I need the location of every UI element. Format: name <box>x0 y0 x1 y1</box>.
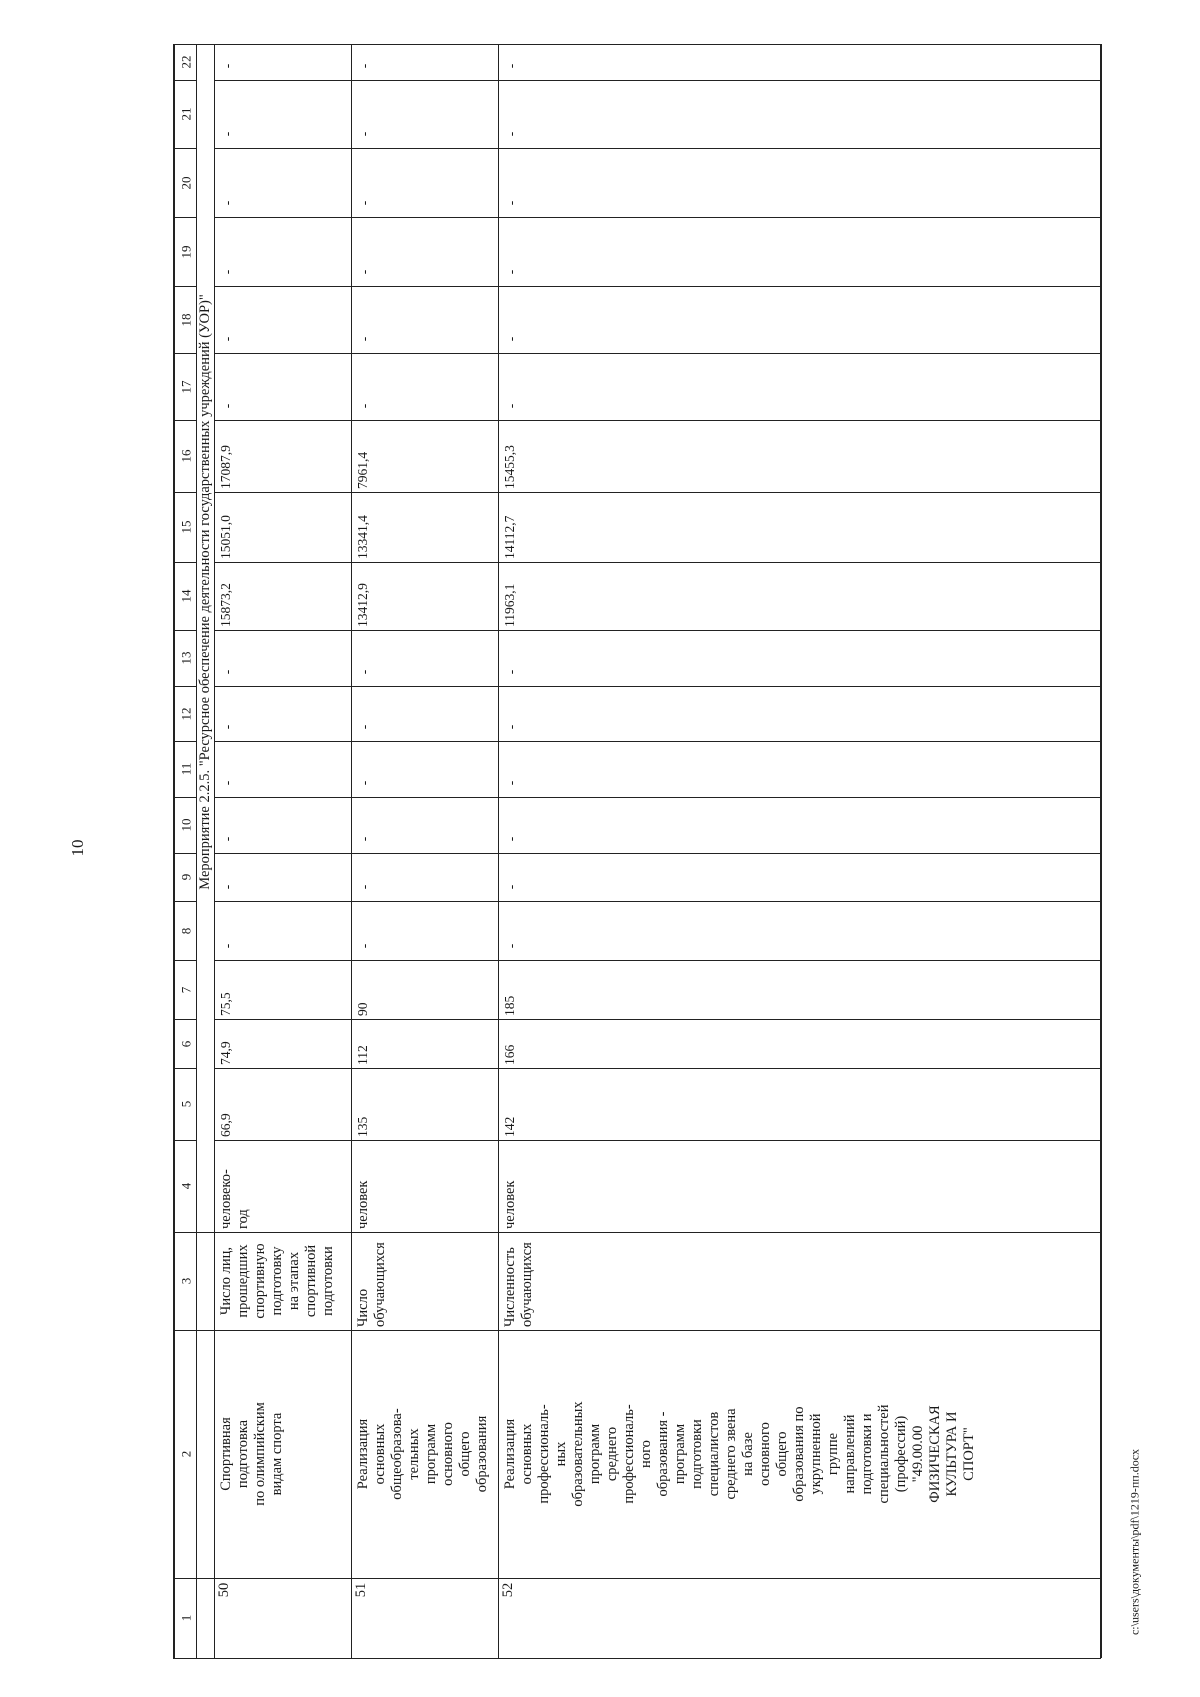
value-cell-row51-col8: - <box>356 943 372 949</box>
row-unit-line: человеко- <box>218 1169 234 1229</box>
row-number-51: 51 <box>352 1582 369 1598</box>
row-name-line: основного <box>440 1422 456 1486</box>
row-name-line: ных <box>553 1441 569 1467</box>
row-name-line: подготовка <box>235 1419 251 1489</box>
column-separator-body <box>214 797 1101 798</box>
row-name-line: среднего звена <box>723 1408 739 1500</box>
row-name-line: специальностей <box>876 1404 892 1504</box>
row-separator-51 <box>498 44 499 1658</box>
value-cell-row50-col13: - <box>219 669 235 675</box>
column-separator-header <box>173 80 196 81</box>
column-separator-header <box>173 286 196 287</box>
value-cell-row51-col20: - <box>356 200 372 206</box>
value-cell-row50-col16: 17087,9 <box>218 445 233 489</box>
row-indicator <box>355 1235 389 1327</box>
value-cell-row52-col16: 15455,3 <box>502 445 517 489</box>
value-cell-row50-col6: 74,9 <box>218 1041 233 1065</box>
column-number-5: 5 <box>178 1100 194 1108</box>
value-cell-row52-col19: - <box>503 269 519 275</box>
row-indicator <box>502 1235 536 1327</box>
column-separator-header <box>173 686 196 687</box>
row-name-line: направлений <box>842 1414 858 1494</box>
column-separator-body <box>214 960 1101 961</box>
row-name-line: образовательных <box>570 1401 586 1507</box>
column-separator-header <box>173 420 196 421</box>
column-number-3: 3 <box>178 1277 194 1285</box>
value-cell-row52-col17: - <box>503 403 519 409</box>
column-separator-body <box>214 80 1101 81</box>
value-cell-row52-col7: 185 <box>502 995 517 1016</box>
value-cell-row50-col22: - <box>219 63 235 69</box>
row-name-line: подготовки и <box>859 1413 875 1495</box>
column-number-1: 1 <box>178 1614 194 1622</box>
row-indicator-line: спортивной <box>303 1244 319 1318</box>
column-number-8: 8 <box>178 927 194 934</box>
column-number-9: 9 <box>178 873 194 881</box>
column-separator-header <box>173 797 196 798</box>
value-cell-row52-col6: 166 <box>502 1044 517 1065</box>
row-name-line: видам спорта <box>269 1412 285 1496</box>
row-name-line: на базе <box>740 1432 756 1476</box>
row-name-line: ного <box>638 1440 654 1468</box>
column-number-22: 22 <box>178 55 194 69</box>
value-cell-row52-col22: - <box>503 63 519 69</box>
column-separator <box>173 1578 1101 1579</box>
row-indicator-line: Число лиц, <box>218 1246 234 1316</box>
column-separator-body <box>214 630 1101 631</box>
value-cell-row51-col14: 13412,9 <box>355 583 370 627</box>
row-name-line: образования - <box>655 1411 671 1497</box>
value-cell-row51-col6: 112 <box>355 1045 370 1065</box>
column-separator-body <box>214 353 1101 354</box>
data-table <box>173 44 1101 1658</box>
column-separator-body <box>214 217 1101 218</box>
row-name-line: специалистов <box>706 1411 722 1497</box>
value-cell-row50-col11: - <box>219 780 235 786</box>
value-cell-row52-col14: 11963,1 <box>502 583 517 627</box>
column-separator-header <box>173 1140 196 1141</box>
column-number-20: 20 <box>178 176 194 189</box>
row-name-line: "49.00.00 <box>910 1425 926 1483</box>
row-name-line: СПОРТ" <box>961 1427 977 1481</box>
column-number-16: 16 <box>178 449 194 463</box>
value-cell-row50-col7: 75,5 <box>218 992 233 1016</box>
value-cell-row51-col22: - <box>356 63 372 69</box>
row-unit <box>218 1143 252 1229</box>
value-cell-row51-col11: - <box>356 780 372 786</box>
value-cell-row51-col13: - <box>356 669 372 675</box>
section-strip-separator <box>214 44 215 1658</box>
row-indicator-line: прошедших <box>235 1244 251 1318</box>
row-name-line: укрупненной <box>808 1413 824 1495</box>
column-separator-header <box>173 853 196 854</box>
row-unit <box>355 1143 372 1229</box>
column-separator <box>173 1330 1101 1331</box>
value-cell-row52-col8: - <box>503 943 519 949</box>
column-separator-body <box>214 686 1101 687</box>
row-number-52: 52 <box>499 1582 516 1598</box>
value-cell-row52-col11: - <box>503 780 519 786</box>
row-name-line: общего <box>457 1431 473 1477</box>
row-name <box>355 1333 491 1575</box>
column-number-4: 4 <box>178 1182 194 1190</box>
column-number-7: 7 <box>178 986 194 993</box>
column-number-18: 18 <box>178 313 194 326</box>
row-name-line: по олимпийским <box>252 1402 268 1506</box>
row-name-line: основного <box>757 1422 773 1486</box>
row-separator-50 <box>351 44 352 1658</box>
table-border-edge <box>173 1658 1101 1659</box>
row-unit-line: человек <box>355 1180 371 1229</box>
column-number-21: 21 <box>178 107 194 121</box>
value-cell-row51-col7: 90 <box>355 1002 370 1016</box>
row-indicator-line: обучающихся <box>372 1242 388 1327</box>
row-unit <box>502 1143 519 1229</box>
value-cell-row51-col5: 135 <box>355 1116 370 1137</box>
row-name-line: профессиональ- <box>621 1404 637 1504</box>
value-cell-row51-col17: - <box>356 403 372 409</box>
column-number-13: 13 <box>178 651 194 665</box>
row-name-line: образования по <box>791 1406 807 1502</box>
value-cell-row50-col10: - <box>219 836 235 842</box>
column-number-11: 11 <box>178 762 194 776</box>
value-cell-row50-col8: - <box>219 943 235 949</box>
value-cell-row51-col16: 7961,4 <box>355 451 370 489</box>
column-number-2: 2 <box>178 1450 194 1458</box>
row-name-line: группе <box>825 1432 841 1476</box>
column-separator-body <box>214 492 1101 493</box>
column-separator-header <box>173 960 196 961</box>
row-indicator-line: обучающихся <box>519 1242 535 1327</box>
value-cell-row52-col10: - <box>503 836 519 842</box>
row-name-line: (профессий) <box>893 1415 909 1493</box>
row-indicator-line: подготовку <box>269 1246 285 1316</box>
column-separator-body <box>214 901 1101 902</box>
row-number-50: 50 <box>215 1582 232 1598</box>
row-name-line: КУЛЬТУРА И <box>944 1411 960 1497</box>
row-name-line: основных <box>519 1423 535 1485</box>
value-cell-row50-col15: 15051,0 <box>218 515 233 559</box>
column-separator-body <box>214 853 1101 854</box>
column-number-15: 15 <box>178 520 194 534</box>
value-cell-row50-col17: - <box>219 403 235 409</box>
value-cell-row52-col12: - <box>503 724 519 730</box>
row-name-line: подготовки <box>689 1419 705 1489</box>
row-name-line: ФИЗИЧЕСКАЯ <box>927 1405 943 1503</box>
column-separator-header <box>173 353 196 354</box>
value-cell-row50-col12: - <box>219 724 235 730</box>
row-name-line: среднего <box>604 1426 620 1482</box>
row-name-line: образования <box>474 1415 490 1493</box>
row-indicator-line: подготовки <box>320 1246 336 1316</box>
row-name-line: Реализация <box>502 1418 518 1490</box>
column-separator-body <box>214 741 1101 742</box>
table-border-edge <box>173 44 1101 45</box>
row-name-line: программ <box>587 1423 603 1485</box>
column-separator <box>173 1232 1101 1233</box>
value-cell-row50-col18: - <box>219 336 235 342</box>
value-cell-row51-col21: - <box>356 131 372 137</box>
column-separator-header <box>173 217 196 218</box>
column-separator-header <box>173 1068 196 1069</box>
row-name-line: Реализация <box>355 1418 371 1490</box>
value-cell-row52-col13: - <box>503 669 519 675</box>
row-name-line: общеобразова- <box>389 1408 405 1500</box>
column-separator-header <box>173 741 196 742</box>
row-indicator-line: Численность <box>502 1247 518 1327</box>
column-number-14: 14 <box>178 589 194 603</box>
value-cell-row51-col15: 13341,4 <box>355 515 370 559</box>
column-separator-body <box>214 1019 1101 1020</box>
column-number-6: 6 <box>178 1040 194 1047</box>
value-cell-row52-col18: - <box>503 336 519 342</box>
column-separator-header <box>173 901 196 902</box>
column-number-12: 12 <box>178 707 194 720</box>
footer-file-path: c:\users\документы\pdf\1219-пп.docx <box>1127 1448 1142 1636</box>
row-name-line: программ <box>672 1423 688 1485</box>
row-name-line: программ <box>423 1423 439 1485</box>
column-separator-body <box>214 286 1101 287</box>
row-indicator <box>218 1235 337 1327</box>
column-separator-header <box>173 562 196 563</box>
column-separator-header <box>173 630 196 631</box>
value-cell-row52-col5: 142 <box>502 1116 517 1137</box>
column-number-19: 19 <box>178 245 194 258</box>
page-number: 10 <box>68 839 87 857</box>
value-cell-row50-col14: 15873,2 <box>218 583 233 627</box>
value-cell-row52-col15: 14112,7 <box>502 515 517 559</box>
column-separator-body <box>214 1068 1101 1069</box>
column-separator-body <box>214 1140 1101 1141</box>
section-title: Мероприятие 2.2.5. "Ресурсное обеспечение деятельности государственных учреждений (УОР)" <box>196 294 213 890</box>
column-separator-header <box>173 492 196 493</box>
value-cell-row52-col21: - <box>503 131 519 137</box>
row-unit-line: человек <box>502 1180 518 1229</box>
column-separator-header <box>173 148 196 149</box>
value-cell-row52-col9: - <box>503 884 519 890</box>
column-separator-body <box>214 148 1101 149</box>
column-number-17: 17 <box>178 380 194 393</box>
value-cell-row51-col19: - <box>356 269 372 275</box>
row-indicator-line: Число <box>355 1288 371 1327</box>
row-unit-line: год <box>235 1209 251 1229</box>
row-name-line: профессиональ- <box>536 1404 552 1504</box>
value-cell-row51-col9: - <box>356 884 372 890</box>
row-name-line: основных <box>372 1423 388 1485</box>
value-cell-row51-col10: - <box>356 836 372 842</box>
value-cell-row50-col21: - <box>219 131 235 137</box>
row-indicator-line: спортивную <box>252 1243 268 1319</box>
value-cell-row51-col12: - <box>356 724 372 730</box>
value-cell-row50-col19: - <box>219 269 235 275</box>
value-cell-row50-col9: - <box>219 884 235 890</box>
row-name <box>218 1333 286 1575</box>
value-cell-row50-col5: 66,9 <box>218 1113 233 1137</box>
column-separator-header <box>173 1019 196 1020</box>
column-number-10: 10 <box>178 818 194 832</box>
row-indicator-line: на этапах <box>286 1251 302 1311</box>
row-name-line: общего <box>774 1431 790 1477</box>
row-name-line: тельных <box>406 1428 422 1480</box>
column-separator-body <box>214 420 1101 421</box>
value-cell-row50-col20: - <box>219 200 235 206</box>
value-cell-row51-col18: - <box>356 336 372 342</box>
row-name <box>502 1333 978 1575</box>
column-separator-body <box>214 562 1101 563</box>
row-name-line: Спортивная <box>218 1417 234 1491</box>
value-cell-row52-col20: - <box>503 200 519 206</box>
